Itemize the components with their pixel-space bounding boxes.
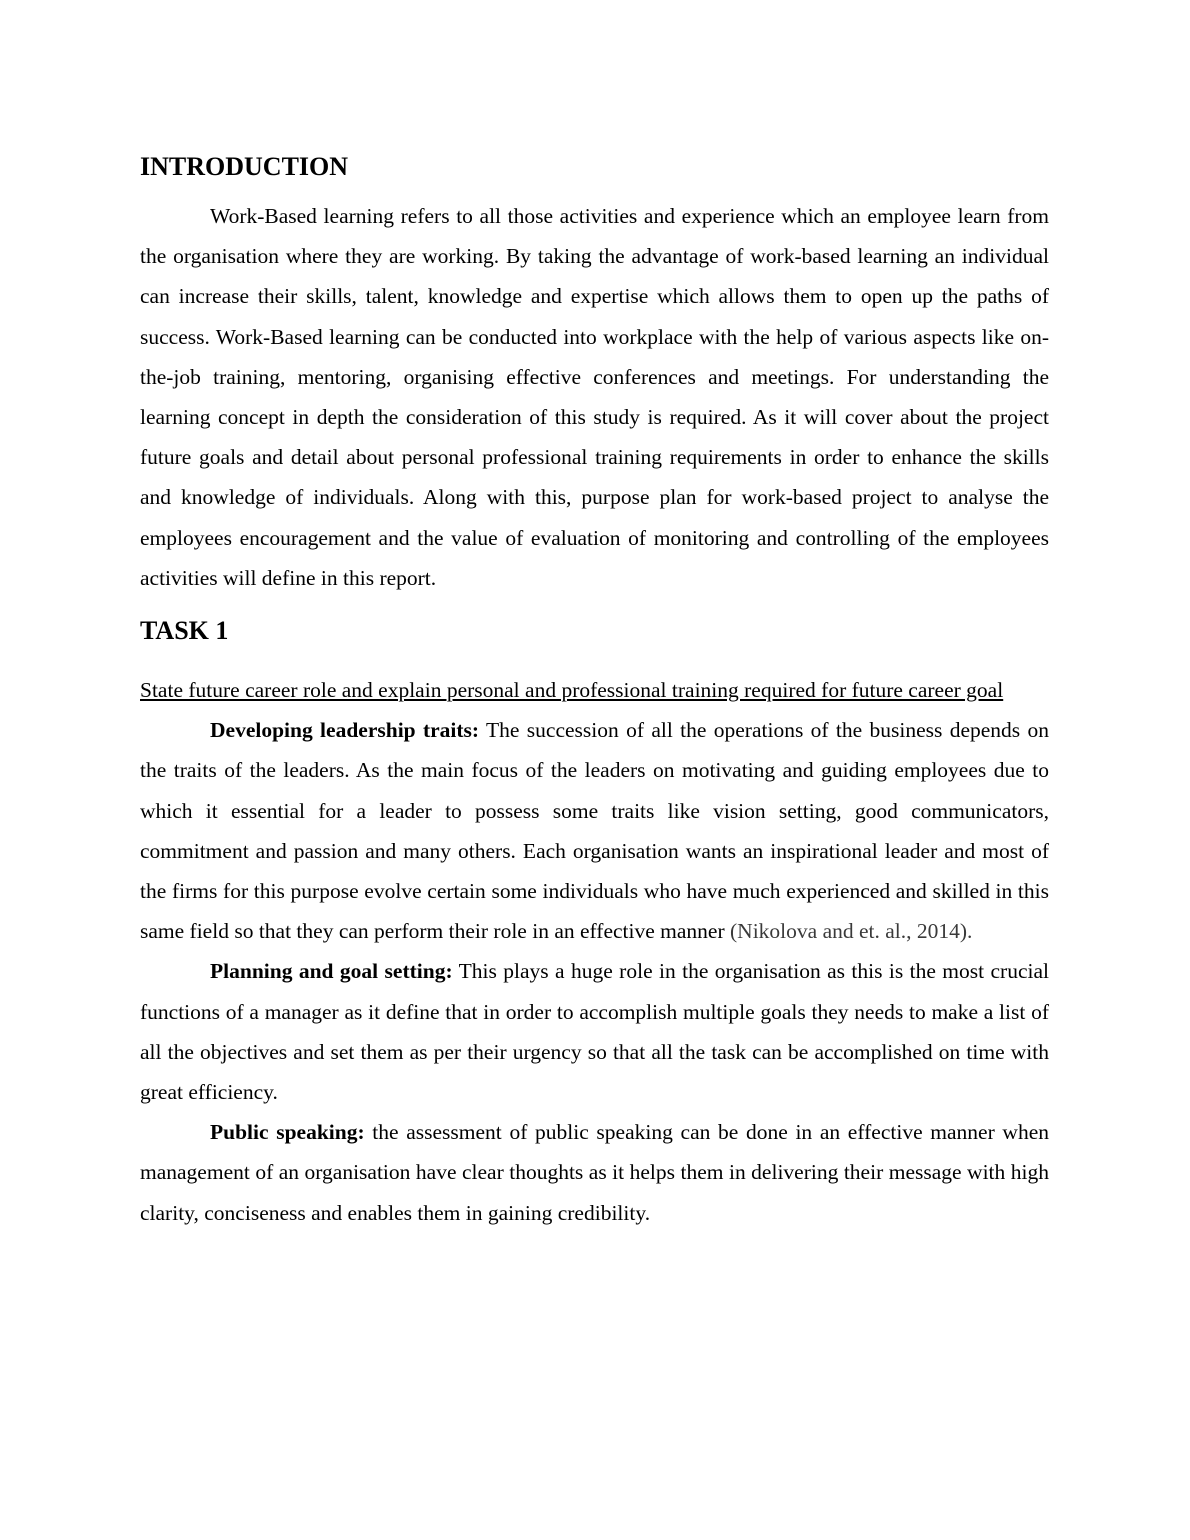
section-leadership: [140, 710, 1049, 951]
introduction-paragraph: Work-Based learning refers to all those activities and experience which an employee learn from the organisation where they are working. By taking the advantage of work-based learning an individual can increase their skills, talent, knowledge and expertise which allows them to open up the paths of success. Work-Based learning can be conducted into workplace with the help of various aspects like on-the-job training, mentoring, organising effective conferences and meetings. For understanding the learning concept in depth the consideration of this study is required. As it will cover about the project future goals and detail about personal professional training requirements in order to enhance the skills and knowledge of individuals. Along with this, purpose plan for work-based project to analyse the employees encouragement and the value of evaluation of monitoring and controlling of the employees activities will define in this report.: [140, 204, 1049, 590]
section-public-speaking-lead: Public speaking:: [210, 1120, 365, 1145]
section-public-speaking: [140, 1112, 1049, 1233]
task1-subheading: State future career role and explain personal and professional training required for future career goal: [140, 678, 1004, 703]
section-leadership-text: The succession of all the operations of the business depends on the traits of the leaders. As the main focus of the leaders on motivating and guiding employees due to which it essential for a leader to possess some traits like vision setting, good communicators, commitment and passion and many others. Each organisation wants an inspirational leader and most of the firms for this purpose evolve certain some individuals who have much experienced and skilled in this same field so that they can perform their role in an effective manner: [140, 718, 1049, 944]
section-public-speaking-text: the assessment of public speaking can be done in an effective manner when management of an organisation have clear thoughts as it helps them in delivering their message with high clarity, conciseness and enables them in gaining credibility.: [140, 1120, 1049, 1225]
section-leadership-lead: Developing leadership traits:: [210, 718, 480, 743]
section-planning-text: This plays a huge role in the organisation as this is the most crucial functions of a manager as it define that in order to accomplish multiple goals they needs to make a list of all the objectives and set them as per their urgency so that all the task can be accomplished on time with great efficiency.: [140, 959, 1049, 1105]
task1-heading: TASK 1: [140, 616, 229, 646]
document-page: [140, 150, 1049, 1233]
section-planning-lead: Planning and goal setting:: [210, 959, 453, 984]
introduction-heading: INTRODUCTION: [140, 152, 349, 181]
section-planning: [140, 951, 1049, 1112]
section-leadership-citation: (Nikolova and et. al., 2014).: [730, 919, 973, 944]
